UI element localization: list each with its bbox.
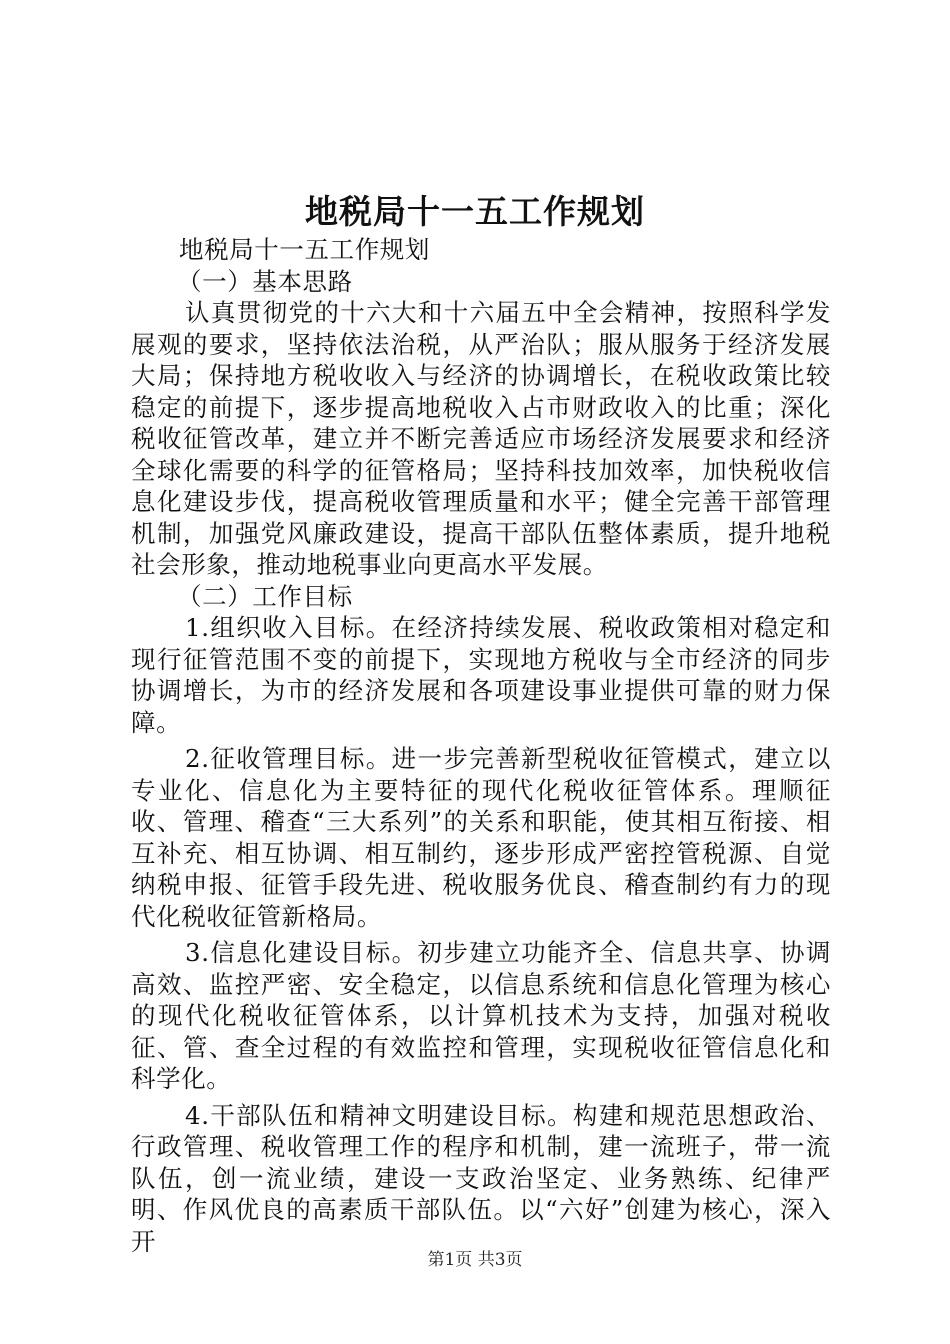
section-heading-work-goals: （二）工作目标 [177, 581, 353, 611]
paragraph-basic-approach: 认真贯彻党的十六大和十六届五中全会精神，按照科学发展观的要求，坚持依法治税，从严治队；服从服务于经济发展大局；保持地方税收收入与经济的协调增长，在税收政策比较稳定的前提下，逐步提高地税收入占市财政收入的比重；深化税收征管改革，建立并不断完善适应市场经济发展要求和经济全球化需要的科学的征管格局；坚持科技加效率，加快税收信息化建设步伐，提高税收管理质量和水平；健全完善干部管理机制，加强党风廉政建设，提高干部队伍整体素质，提升地税社会形象，推动地税事业向更高水平发展。 [131, 298, 831, 579]
paragraph-goal-informatization: 3.信息化建设目标。初步建立功能齐全、信息共享、协调高效、监控严密、安全稳定，以信息系统和信息化管理为核心的现代化税收征管体系，以计算机技术为支持，加强对税收征、管、查全过程的有效监控和管理，实现税收征管信息化和科学化。 [131, 938, 831, 1093]
paragraph-goal-collection: 2.征收管理目标。进一步完善新型税收征管模式，建立以专业化、信息化为主要特征的现代化税收征管体系。理顺征收、管理、稽查“三大系列”的关系和职能，使其相互衔接、相互补充、相互协调、相互制约，逐步形成严密控管税源、自觉纳税申报、征管手段先进、税收服务优良、稽查制约有力的现代化税收征管新格局。 [131, 744, 831, 931]
document-title: 地税局十一五工作规划 [305, 192, 645, 231]
paragraph-goal-revenue: 1.组织收入目标。在经济持续发展、税收政策相对稳定和现行征管范围不变的前提下，实现地方税收与全市经济的同步协调增长，为市的经济发展和各项建设事业提供可靠的财力保障。 [131, 613, 831, 737]
section-heading-basic-approach: （一）基本思路 [177, 266, 353, 296]
document-subtitle: 地税局十一五工作规划 [179, 235, 430, 264]
page-footer: 第1页 共3页 [427, 1250, 523, 1270]
document-body [131, 234, 831, 1257]
paragraph-goal-cadre-team: 4.干部队伍和精神文明建设目标。构建和规范思想政治、行政管理、税收管理工作的程序和机制，建一流班子，带一流队伍，创一流业绩，建设一支政治坚定、业务熟练、纪律严明、作风优良的高素质干部队伍。以“六好”创建为核心，深入开 [131, 1100, 831, 1256]
